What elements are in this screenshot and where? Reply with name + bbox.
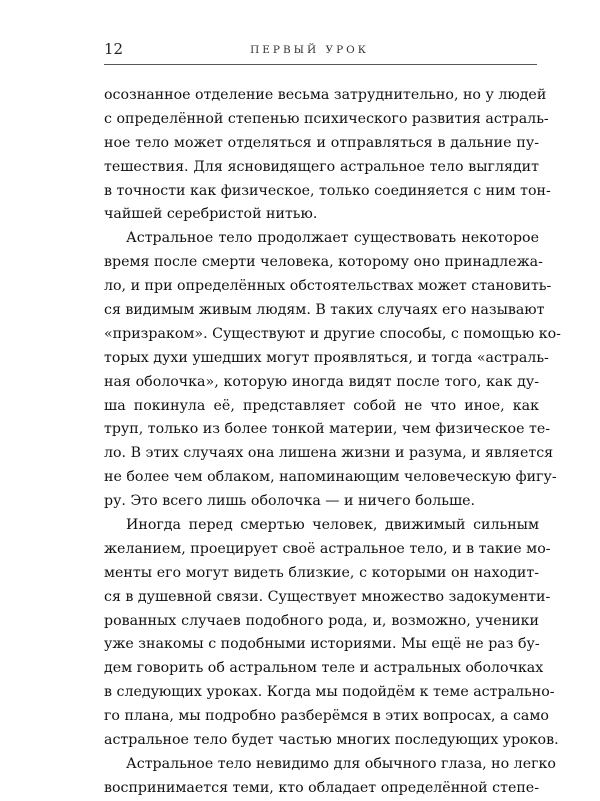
- text-line: торых духи ушедших могут проявляться, и тогда «астраль-: [104, 349, 549, 366]
- text-line: менты его могут видеть близкие, с которыми он находит-: [104, 564, 539, 581]
- page-number: 12: [104, 40, 124, 58]
- text-line: дем говорить об астральном теле и астральных оболочках: [104, 660, 544, 677]
- text-line: ное тело может отделяться и отправляться в дальние пу-: [104, 134, 539, 151]
- text-line: осознанное отделение весьма затруднительно, но у людей: [104, 87, 547, 103]
- text-line: чайшей серебристой нитью.: [104, 206, 318, 223]
- text-line: в точности как физическое, только соединяется с ним тон-: [104, 182, 551, 199]
- text-line: труп, только из более тонкой материи, чем физическое те-: [104, 421, 551, 438]
- text-line: желанием, проецирует своё астральное тело, и в такие мо-: [104, 540, 551, 557]
- text-line: ша покинула её, представляет собой не что иное, как: [104, 397, 539, 414]
- text-line: Иногда перед смертью человек, движимый сильным: [126, 517, 539, 534]
- text-line: го плана, мы подробно разберёмся в этих вопросах, а само: [104, 708, 549, 725]
- body-text: [104, 84, 561, 801]
- page-header: [82, 38, 537, 62]
- text-line: Астральное тело невидимо для обычного глаза, но легко: [126, 755, 556, 772]
- running-title: ПЕРВЫЙ УРОК: [250, 44, 369, 56]
- text-line: в следующих уроках. Когда мы подойдём к теме астрально-: [104, 684, 555, 701]
- text-line: ло, и при определённых обстоятельствах может становить-: [104, 278, 552, 295]
- text-line: ся в душевной связи. Существует множество задокументи-: [104, 588, 551, 605]
- text-line: Астральное тело продолжает существовать некоторое: [126, 230, 539, 247]
- text-line: «призраком». Существуют и другие способы, с помощью ко-: [104, 325, 561, 342]
- text-line: время после смерти человека, которому оно принадлежа-: [104, 254, 543, 271]
- header-rule: [104, 64, 537, 65]
- text-line: ло. В этих случаях она лишена жизни и разума, и является: [104, 445, 554, 462]
- text-line: не более чем облаком, напоминающим человеческую фигу-: [104, 469, 557, 486]
- text-line: астральное тело будет частью многих последующих уроков.: [104, 732, 559, 749]
- text-line: тешествия. Для ясновидящего астральное тело выглядит: [104, 158, 539, 175]
- text-line: воспринимается теми, кто обладает определённой степе-: [104, 779, 539, 796]
- text-line: уже знакомы с подобными историями. Мы ещё не раз бу-: [104, 636, 540, 653]
- text-line: рованных случаев подобного рода, и, возможно, ученики: [104, 612, 539, 629]
- text-line: ру. Это всего лишь оболочка — и ничего больше.: [104, 493, 476, 510]
- text-line: с определённой степенью психического развития астраль-: [104, 110, 549, 127]
- text-line: ся видимым живым людям. В таких случаях его называют: [104, 302, 545, 319]
- text-line: ная оболочка», которую иногда видят после того, как ду-: [104, 373, 539, 390]
